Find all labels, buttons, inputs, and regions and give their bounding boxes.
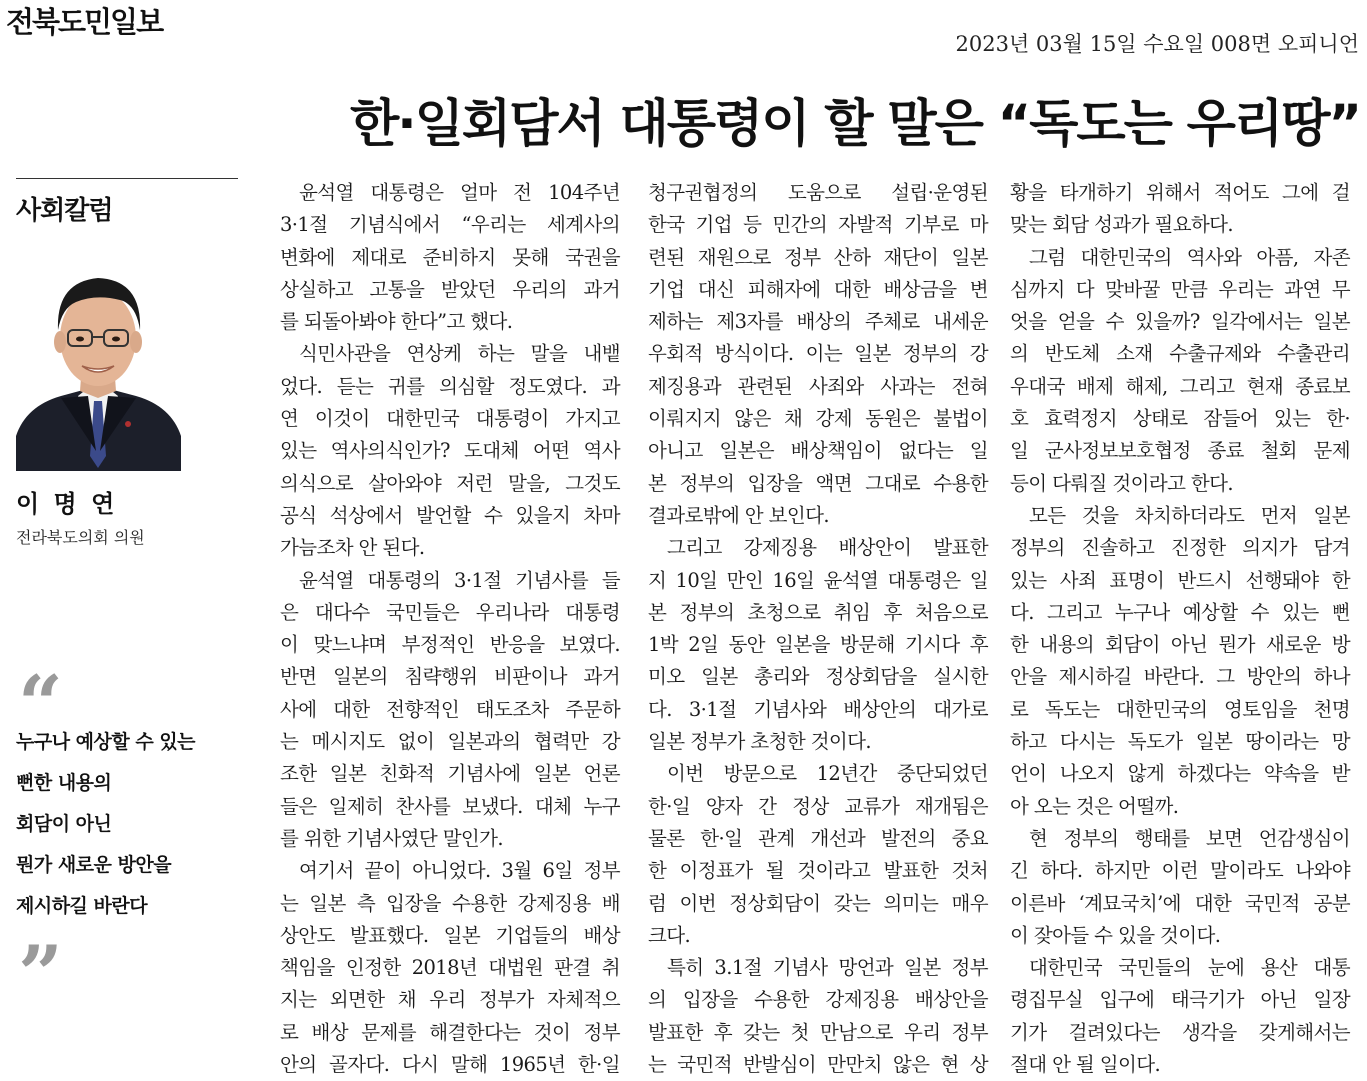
article-text-line: 1박 2일 동안 일본을 방문해 기시다 후	[648, 633, 988, 657]
article-text-line: 황을 타개하기 위해서 적어도 그에 걸	[1010, 181, 1350, 204]
article-text-line: 조한 일본 친화적 기념사에 일본 언론	[280, 762, 620, 786]
article-text-line: 안의 골자다. 다시 말해 1965년 한·일	[280, 1053, 620, 1077]
sidebar-divider	[16, 178, 238, 179]
pullquote	[16, 728, 246, 933]
article-text-line: 제하는 제3자를 배상의 주체로 내세운	[648, 310, 988, 334]
article-text-line: 안을 제시하길 바란다. 그 방안의 하나	[1010, 665, 1350, 689]
close-quote-icon: ”	[18, 929, 63, 1020]
pullquote-line: 뻔한 내용의	[16, 772, 112, 794]
article-text-line: 이른바 ‘계묘국치’에 대한 국민적 공분	[1010, 891, 1350, 915]
article-text-line: 이 맞느냐며 부정적인 반응을 보였다.	[280, 633, 620, 657]
article-text-line: 그리고 강제징용 배상안이 발표한	[667, 536, 988, 560]
article-text-line: 공식 석상에서 발언할 수 있을지 차마	[280, 503, 620, 527]
article-text-line: 심까지 다 맞바꿀 만큼 우리는 과연 무	[1010, 277, 1350, 301]
article-text-line: 아 오는 것은 어떨까.	[1010, 794, 1179, 818]
author-photo	[16, 246, 181, 471]
article-text-line: 결과로밖에 안 보인다.	[648, 503, 829, 527]
open-quote-icon: “	[18, 659, 63, 750]
article-text-line: 등이 다뤄질 것이라고 한다.	[1010, 471, 1234, 495]
section-label: 사회칼럼	[16, 196, 113, 226]
pullquote-line: 제시하길 바란다	[16, 895, 148, 917]
article-text-line: 절대 안 될 일이다.	[1010, 1053, 1161, 1077]
article-text-line: 있는 사죄 표명이 반드시 선행돼야 한	[1010, 568, 1350, 592]
article-text-line: 윤석열 대통령의 3·1절 기념사를 들	[299, 568, 620, 592]
article-text-line: 상실하고 고통을 받았던 우리의 과거	[280, 277, 620, 301]
article-text-line: 우대국 배제 해제, 그리고 현재 종료보	[1010, 374, 1350, 398]
article-text-line: 한국 기업 등 민간의 자발적 기부로 마	[648, 213, 988, 237]
article-column-1	[280, 177, 620, 1081]
article-text-line: 물론 한·일 관계 개선과 발전의 중요	[648, 826, 988, 850]
dateline: 2023년 03월 15일 수요일 008면 오피니언	[955, 32, 1359, 56]
article-column-2	[648, 177, 988, 1081]
article-text-line: 은 대다수 국민들은 우리나라 대통령	[280, 600, 620, 624]
article-text-line: 반면 일본의 침략행위 비판이나 과거	[280, 665, 620, 689]
article-text-line: 한 내용의 회담이 아닌 뭔가 새로운 방	[1010, 633, 1350, 657]
article-column-3	[1010, 177, 1350, 1081]
article-text-line: 지 10일 만인 16일 윤석열 대통령은 일	[648, 568, 988, 592]
article-text-line: 이뤄지지 않은 채 강제 동원은 불법이	[648, 407, 988, 431]
article-text-line: 상안도 발표했다. 일본 기업들의 배상	[280, 923, 620, 947]
article-text-line: 하고 다시는 독도가 일본 땅이라는 망	[1010, 730, 1350, 754]
article-text-line: 는 일본 측 입장을 수용한 강제징용 배	[280, 891, 620, 915]
article-text-line: 호 효력정지 상태로 잠들어 있는 한·	[1010, 407, 1350, 431]
article-text-line: 는 메시지도 없이 일본과의 협력만 강	[280, 730, 620, 754]
pullquote-line: 회담이 아닌	[16, 813, 112, 835]
article-text-line: 사에 대한 전향적인 태도조차 주문하	[280, 697, 620, 721]
article-text-line: 한 이정표가 될 것이라고 발표한 것처	[648, 859, 988, 883]
article-text-line: 발표한 후 갖는 첫 만남으로 우리 정부	[648, 1020, 988, 1044]
article-text-line: 윤석열 대통령은 얼마 전 104주년	[299, 181, 620, 204]
article-text-line: 맞는 회담 성과가 필요하다.	[1010, 213, 1234, 237]
article-text-line: 정부의 진솔하고 진정한 의지가 담겨	[1010, 536, 1350, 560]
article-text-line: 우회적 방식이다. 이는 일본 정부의 강	[648, 342, 988, 366]
newspaper-masthead: 전북도민일보	[6, 5, 163, 39]
author-title: 전라북도의회 의원	[16, 528, 145, 547]
article-text-line: 연 이것이 대한민국 대통령이 가지고	[280, 407, 620, 431]
article-text-line: 미오 일본 총리와 정상회담을 실시한	[648, 665, 988, 689]
article-text-line: 크다.	[648, 923, 691, 947]
article-text-line: 의 반도체 소재 수출규제와 수출관리	[1010, 342, 1350, 366]
author-name: 이 명 연	[16, 490, 118, 518]
article-text-line: 식민사관을 연상케 하는 말을 내뱉	[299, 342, 620, 366]
article-text-line: 다. 3·1절 기념사와 배상안의 대가로	[648, 697, 988, 721]
article-text-line: 기가 걸려있다는 생각을 갖게해서는	[1010, 1020, 1350, 1044]
article-text-line: 책임을 인정한 2018년 대법원 판결 취	[280, 956, 620, 980]
article-text-line: 긴 하다. 하지만 이런 말이라도 나와야	[1010, 859, 1350, 883]
article-text-line: 엇을 얻을 수 있을까? 일각에서는 일본	[1010, 310, 1350, 334]
article-text-line: 그럼 대한민국의 역사와 아픔, 자존	[1029, 245, 1350, 269]
article-text-line: 령집무실 입구에 태극기가 아닌 일장	[1010, 988, 1350, 1012]
article-text-line: 다. 그리고 누구나 예상할 수 있는 뻔	[1010, 600, 1350, 624]
article-text-line: 있는 역사의식인가? 도대체 어떤 역사	[280, 439, 620, 463]
article-text-line: 현 정부의 행태를 보면 언감생심이	[1029, 826, 1350, 850]
article-text-line: 럼 이번 정상회담이 갖는 의미는 매우	[648, 891, 988, 915]
pullquote-line: 뭔가 새로운 방안을	[16, 854, 172, 876]
article-text-line: 본 정부의 입장을 액면 그대로 수용한	[648, 471, 988, 495]
article-text-line: 의식으로 살아와야 저런 말을, 그것도	[280, 471, 620, 495]
article-text-line: 3·1절 기념식에서 “우리는 세계사의	[280, 213, 620, 237]
author-portrait-image	[16, 246, 181, 471]
article-text-line: 제징용과 관련된 사죄와 사과는 전혀	[648, 374, 988, 398]
article-text-line: 로 배상 문제를 해결한다는 것이 정부	[280, 1020, 620, 1044]
article-text-line: 한·일 양자 간 정상 교류가 재개됨은	[648, 794, 988, 818]
article-text-line: 언이 나오지 않게 하겠다는 약속을 받	[1010, 762, 1350, 786]
article-text-line: 들은 일제히 찬사를 보냈다. 대체 누구	[280, 794, 620, 818]
article-text-line: 를 되돌아봐야 한다”고 했다.	[280, 310, 513, 334]
article-text-line: 로 독도는 대한민국의 영토임을 천명	[1010, 697, 1350, 721]
article-text-line: 를 위한 기념사였단 말인가.	[280, 826, 504, 850]
article-text-line: 일본 정부가 초청한 것이다.	[648, 730, 872, 754]
article-text-line: 었다. 듣는 귀를 의심할 정도였다. 과	[280, 374, 620, 398]
article-text-line: 청구권협정의 도움으로 설립·운영된	[648, 181, 988, 204]
article-text-line: 기업 대신 피해자에 대한 배상금을 변	[648, 277, 988, 301]
article-text-line: 련된 재원으로 정부 산하 재단이 일본	[648, 245, 988, 269]
article-text-line: 변화에 제대로 준비하지 못해 국권을	[280, 245, 620, 269]
pullquote-line: 누구나 예상할 수 있는	[16, 731, 196, 753]
article-text-line: 이번 방문으로 12년간 중단되었던	[667, 762, 988, 786]
article-text-line: 모든 것을 차치하더라도 먼저 일본	[1029, 503, 1350, 527]
article-text-line: 가늠조차 안 된다.	[280, 536, 425, 560]
headline: 한·일회담서 대통령이 할 말은 “독도는 우리땅”	[350, 95, 1360, 154]
article-text-line: 지는 외면한 채 우리 정부가 자체적으	[280, 988, 620, 1012]
article-text-line: 대한민국 국민들의 눈에 용산 대통	[1029, 956, 1350, 980]
article-text-line: 일 군사정보보호협정 종료 철회 문제	[1010, 439, 1350, 463]
article-text-line: 여기서 끝이 아니었다. 3월 6일 정부	[299, 859, 620, 883]
article-text-line: 는 국민적 반발심이 만만치 않은 현 상	[648, 1053, 988, 1077]
article-text-line: 이 잦아들 수 있을 것이다.	[1010, 923, 1221, 947]
article-text-line: 특히 3.1절 기념사 망언과 일본 정부	[667, 956, 988, 980]
article-text-line: 의 입장을 수용한 강제징용 배상안을	[648, 988, 988, 1012]
article-text-line: 아니고 일본은 배상책임이 없다는 일	[648, 439, 988, 463]
article-text-line: 본 정부의 초청으로 취임 후 처음으로	[648, 600, 988, 624]
